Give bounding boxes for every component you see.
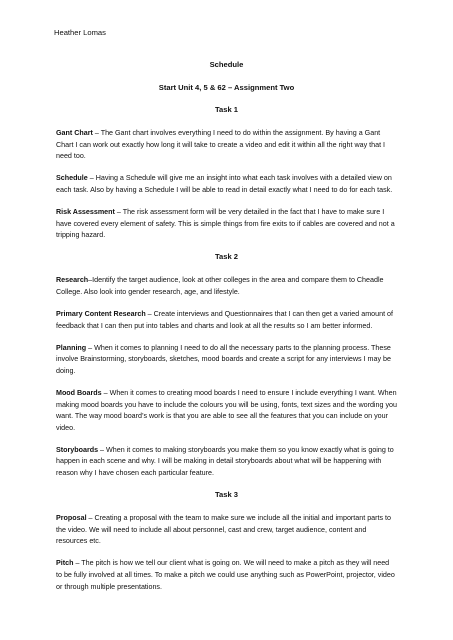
entry-separator: – [92,129,101,137]
document-title: Schedule [209,60,244,69]
entry-separator: – [101,388,110,397]
entry-mood-boards [56,388,397,434]
entry-separator: – [86,343,95,352]
entry-storyboards [56,445,397,480]
entry-separator: – [86,514,95,523]
entry-separator: – [87,174,96,183]
entry-term: Storyboards [56,445,99,454]
entry-text: When it comes to creating mood boards I need to ensure I include everything I want. When making mood boards you have to include the colours you will be using, fonts, text sizes and the wording you want. The way mood board’s work is that you are able to see all the features that you can include on your video. [56,388,397,432]
entry-text: When it comes to making storyboards you make them so you know exactly what is going to happen in each scene and why. I will be making in detail storyboards about what will be happening with reason why I have chosen each particular feature. [56,445,394,477]
entry-term: Primary Content Research [56,309,146,318]
entry-term: Planning [56,343,87,352]
entry-gant-chart [56,128,397,163]
document-subtitle: Start Unit 4, 5 & 62 – Assignment Two [158,83,295,92]
entry-term: Gant Chart [56,129,93,137]
entry-separator: – [145,309,154,318]
entry-term: Pitch [56,559,74,568]
entry-separator: – [98,445,107,454]
entry-separator: – [73,559,82,568]
entry-primary-content-research [56,309,397,332]
entry-risk-assessment [56,207,397,242]
entry-planning [56,343,397,378]
entry-research [56,275,397,298]
entry-text: The pitch is how we tell our client what is going on. We will need to make a pitch as they will need to be fully involved at all times. To make a pitch we could use anything such as PowerPoint, projector, video or through multiple presentations. [56,559,395,591]
entry-separator: – [88,276,93,285]
entry-separator: – [114,207,123,216]
entry-proposal [56,513,397,548]
entry-schedule [56,173,397,196]
task-1-heading: Task 1 [214,105,239,114]
entry-text: Identify the target audience, look at other colleges in the area and compare them to Cheadle College. Also look into gender research, age, and lifestyle. [56,276,384,296]
entry-text: The risk assessment form will be very detailed in the fact that I have to make sure I have covered every element of safety. This is simple things from fire exits to if cables are covered and not a tripping hazard. [56,207,395,240]
entry-term: Schedule [56,174,88,183]
task-2-heading: Task 2 [214,252,239,262]
entry-term: Mood Boards [56,388,102,397]
author-name: Heather Lomas [54,28,106,37]
entry-text: Creating a proposal with the team to make sure we include all the initial and important parts to the video. We will need to include all about personnel, cast and crew, target audience, content and resources etc. [56,514,392,546]
entry-text: Having a Schedule will give me an insight into what each task involves with a detailed view on each task. Also by having a Schedule I will be able to read in detail exactly what I need to do for each task. [56,174,393,194]
entry-term: Research [56,276,89,285]
entry-text: Create interviews and Questionnaires that I can then get a varied amount of feedback that I can then put into tables and charts and look at all the results so I am better informed. [56,309,393,330]
entry-text: The Gant chart involves everything I need to do within the assignment. By having a Gant Chart I can work out exactly how long it will take to create a video and edit it within all the right way that I need too. [56,129,386,161]
entry-pitch [56,558,397,593]
task-3-heading: Task 3 [214,490,239,500]
entry-text: When it comes to planning I need to do all the necessary parts to the planning process. These involve Brainstorming, storyboards, sketches, mood boards and create a script for any interviews I may be doing. [56,343,391,375]
entry-term: Proposal [56,514,87,523]
entry-term: Risk Assessment [56,207,115,216]
